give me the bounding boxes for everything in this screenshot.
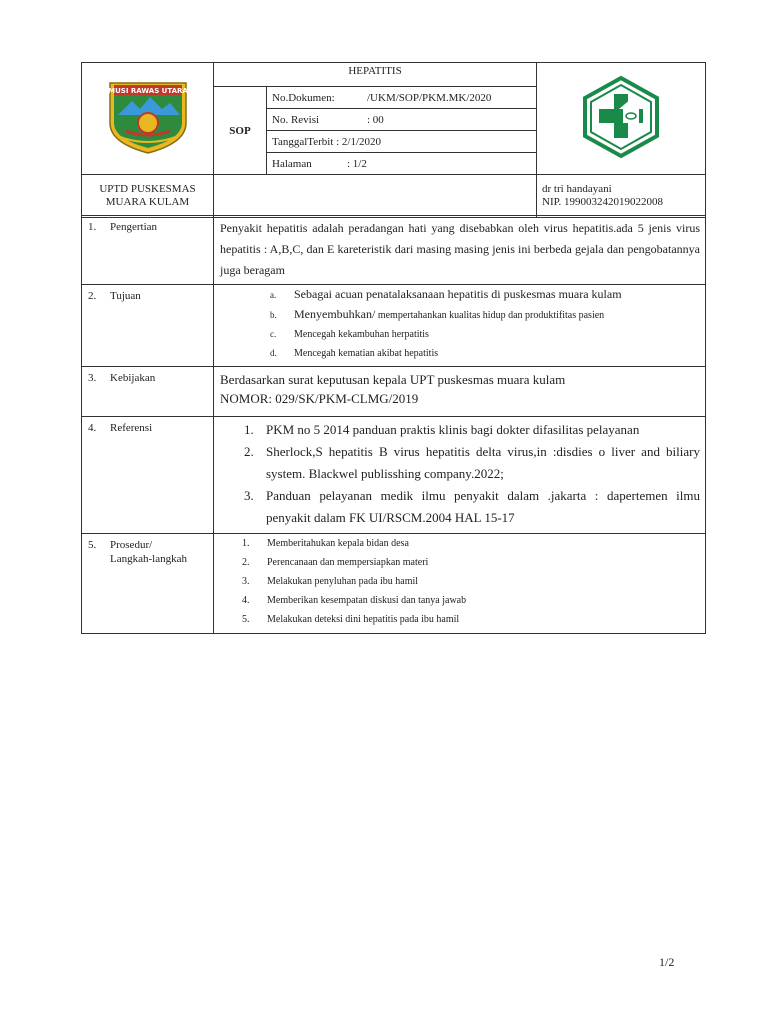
list-item: [244, 441, 700, 485]
organization-name: [82, 175, 214, 218]
meta-key: No. Revisi: [272, 113, 320, 126]
meta-value: /UKM/SOP/PKM.MK/2020: [367, 91, 492, 104]
item-text-small: mempertahankan kualitas hidup dan produktifitas pasien: [375, 310, 605, 321]
list-marker: b.: [270, 310, 277, 320]
item-text: Sherlock,S hepatitis B virus hepatitis delta virus,in :disdies o liver and biliary system. Blackwel publisshing company.2022;: [266, 444, 700, 481]
meta-halaman: [267, 153, 537, 175]
list-item: [242, 534, 700, 553]
section-number: 3.: [88, 372, 97, 384]
section-number: 2.: [88, 290, 97, 302]
prosedur-list: [220, 534, 700, 629]
signer-name: dr tri handayani: [542, 183, 612, 195]
list-marker: c.: [270, 329, 277, 339]
item-text: Memberitahukan kepala bidan desa: [267, 538, 409, 549]
list-marker: 3.: [242, 576, 250, 587]
emblem-text: MUSI RAWAS UTARA: [107, 87, 188, 95]
sop-label: SOP: [214, 87, 267, 175]
referensi-list: [220, 419, 700, 529]
list-item: [244, 419, 700, 441]
pengertian-text: Penyakit hepatitis adalah peradangan hati yang disebabkan oleh virus hepatitis.ada 5 jenis virus hepatitis : A,B,C, dan E kareteristik dari masing masing jenis ini berbeda gejala dan pengobatannya juga beragam: [220, 221, 700, 277]
list-item: [242, 572, 700, 591]
puskesmas-logo-cell: [537, 63, 706, 175]
list-marker: 3.: [244, 488, 254, 503]
section-number: 4.: [88, 422, 97, 434]
blank-cell: [214, 175, 537, 218]
section-label: Kebijakan: [110, 372, 156, 384]
meta-key: No.Dokumen:: [272, 91, 335, 104]
section-label-cont: Langkah-langkah: [110, 553, 187, 565]
item-text-large: Menyembuhkan/: [294, 307, 376, 321]
item-text: Memberikan kesempatan diskusi dan tanya jawab: [267, 595, 467, 606]
section-prosedur: [82, 534, 706, 634]
item-text: Panduan pelayanan medik ilmu penyakit dalam .jakarta : dapertemen ilmu penyakit dalam FK UI/RSCM.2004 HAL 15-17: [266, 488, 700, 525]
section-referensi: [82, 417, 706, 534]
section-pengertian: [82, 216, 706, 285]
puskesmas-logo-icon: [579, 75, 663, 159]
regency-emblem-icon: [106, 79, 190, 155]
regency-logo-cell: [82, 63, 214, 175]
list-marker: a.: [270, 290, 277, 300]
signer-block: [537, 175, 706, 218]
list-marker: d.: [270, 348, 277, 358]
org-line-1: UPTD PUSKESMAS: [99, 183, 196, 195]
item-text: Melakukan deteksi dini hepatitis pada ibu hamil: [267, 614, 460, 625]
list-item: [242, 553, 700, 572]
list-item: [270, 344, 700, 363]
meta-tanggal-terbit: [267, 131, 537, 153]
list-marker: 1.: [242, 538, 250, 549]
item-text: Perencanaan dan mempersiapkan materi: [267, 557, 429, 568]
sop-header-table: [81, 62, 706, 218]
list-marker: 1.: [244, 422, 254, 437]
list-item: [270, 285, 700, 305]
section-label: Prosedur/: [110, 539, 153, 551]
list-item: [270, 305, 700, 325]
section-label: Referensi: [110, 422, 153, 434]
section-label: Pengertian: [110, 221, 158, 233]
document-title: HEPATITIS: [214, 63, 537, 87]
list-marker: 2.: [242, 557, 250, 568]
section-number: 1.: [88, 221, 97, 233]
section-number: 5.: [88, 539, 97, 551]
list-item: [270, 325, 700, 344]
list-item: [242, 591, 700, 610]
item-text: Mencegah kematian akibat hepatitis: [294, 348, 439, 359]
meta-no-dokumen: [267, 87, 537, 109]
list-marker: 2.: [244, 444, 254, 459]
list-marker: 4.: [242, 595, 250, 606]
meta-key: TanggalTerbit : 2/1/2020: [272, 135, 382, 148]
org-line-2: MUARA KULAM: [105, 196, 190, 208]
meta-value: : 00: [367, 113, 384, 126]
page-number: 1/2: [659, 955, 675, 969]
section-tujuan: [82, 285, 706, 367]
list-marker: 5.: [242, 614, 250, 625]
kebijakan-line-2: NOMOR: 029/SK/PKM-CLMG/2019: [220, 391, 419, 406]
meta-key: Halaman: [272, 157, 312, 170]
kebijakan-line-1: Berdasarkan surat keputusan kepala UPT puskesmas muara kulam: [220, 372, 566, 387]
meta-no-revisi: [267, 109, 537, 131]
item-text: PKM no 5 2014 panduan praktis klinis bagi dokter difasilitas pelayanan: [266, 422, 640, 437]
section-kebijakan: [82, 367, 706, 417]
list-item: [242, 610, 700, 629]
signer-nip: NIP. 199003242019022008: [542, 196, 664, 208]
item-text: Mencegah kekambuhan herpatitis: [294, 329, 429, 340]
list-item: [244, 485, 700, 529]
meta-value: : 1/2: [347, 157, 367, 170]
item-text: Sebagai acuan penatalaksanaan hepatitis di puskesmas muara kulam: [294, 287, 622, 301]
tujuan-list: [220, 285, 700, 363]
sop-body-table: [81, 215, 706, 634]
section-label: Tujuan: [110, 290, 141, 302]
item-text: Melakukan penyluhan pada ibu hamil: [267, 576, 419, 587]
